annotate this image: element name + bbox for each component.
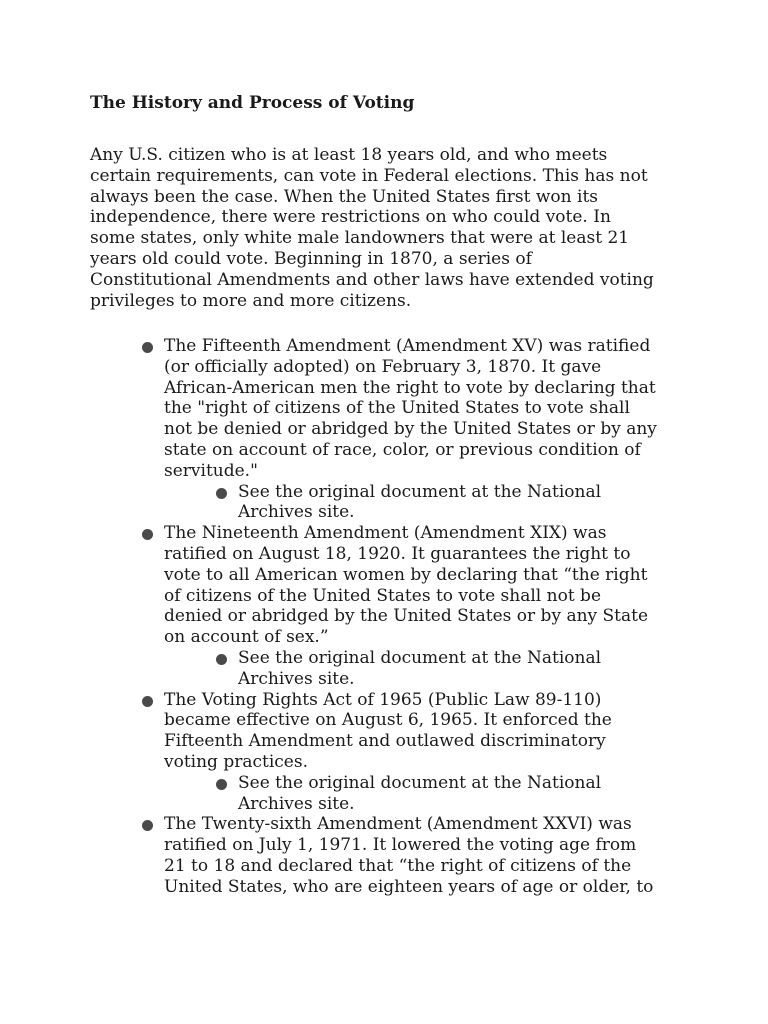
item-line: denied or abridged by the United States or by any State [164,606,649,627]
sub-item-line: See the original document at the National [238,772,602,793]
bullet-icon [142,696,153,707]
item-line: Fifteenth Amendment and outlawed discriminatory [164,731,606,752]
intro-line: years old could vote. Beginning in 1870, a series of [90,248,532,269]
bullet-icon [142,342,153,353]
item-line: 21 to 18 and declared that “the right of citizens of the [164,855,632,876]
sub-item-line: See the original document at the National [238,647,602,668]
bullet-icon [216,488,227,499]
item-line: ratified on July 1, 1971. It lowered the voting age from [164,835,637,856]
sub-item-line: Archives site. [238,793,355,814]
bullet-icon [142,529,153,540]
intro-line: Constitutional Amendments and other laws have extended voting [90,269,654,290]
item-line: United States, who are eighteen years of age or older, to [164,876,654,897]
item-line: the "right of citizens of the United States to vote shall [164,398,630,419]
item-line: servitude." [164,460,258,481]
list-item [0,336,768,482]
document-title: The History and Process of Voting [90,93,415,113]
sub-item-line: Archives site. [238,502,355,523]
sub-list-item[interactable] [0,648,768,690]
list-item [0,523,768,648]
sub-item-line: See the original document at the National [238,481,602,502]
intro-line: privileges to more and more citizens. [90,290,412,311]
bullet-icon [216,654,227,665]
intro-line: independence, there were restrictions on who could vote. In [90,207,611,228]
item-line: state on account of race, color, or previous condition of [164,439,641,460]
item-line: not be denied or abridged by the United States or by any [164,419,657,440]
bullet-icon [216,779,227,790]
sub-list-item[interactable] [0,482,768,524]
item-line: vote to all American women by declaring that “the right [164,564,648,585]
item-line: ratified on August 18, 1920. It guarantees the right to [164,543,631,564]
sub-list-item[interactable] [0,773,768,815]
list-item [0,814,768,897]
intro-line: some states, only white male landowners that were at least 21 [90,228,630,249]
intro-line: certain requirements, can vote in Federal elections. This has not [90,165,648,186]
item-line: The Twenty-sixth Amendment (Amendment XXVI) was [164,814,632,835]
amendments-list [0,336,768,898]
intro-line: Any U.S. citizen who is at least 18 years old, and who meets [90,145,608,165]
bullet-icon [142,820,153,831]
item-line: The Nineteenth Amendment (Amendment XIX) was [164,523,607,544]
item-line: on account of sex.” [164,627,329,648]
item-line: The Fifteenth Amendment (Amendment XV) was ratified [164,336,651,356]
item-line: of citizens of the United States to vote shall not be [164,585,602,606]
item-line: became effective on August 6, 1965. It enforced the [164,710,612,731]
item-line: The Voting Rights Act of 1965 (Public Law 89-110) [164,689,602,710]
item-line: (or officially adopted) on February 3, 1870. It gave [164,356,602,377]
item-line: African-American men the right to vote by declaring that [164,377,656,398]
list-item [0,690,768,773]
sub-item-line: Archives site. [238,668,355,689]
intro-line: always been the case. When the United States first won its [90,186,598,207]
item-line: voting practices. [164,751,308,772]
intro-paragraph [90,145,690,311]
